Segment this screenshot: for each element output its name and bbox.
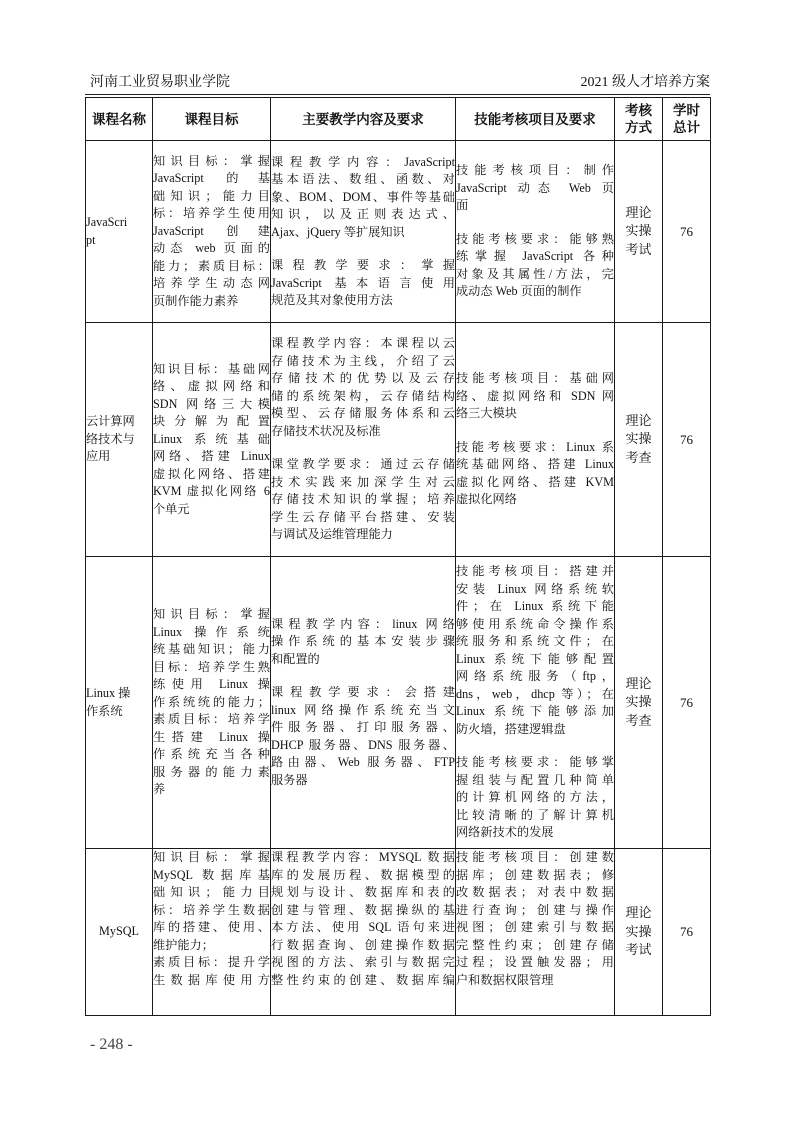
text-line: 知识，以及正则表达式、: [271, 207, 455, 221]
text-line: 课程教学要求：会搭建: [271, 685, 455, 700]
text-line: 本方法、使用 SQL 语句来进: [271, 920, 455, 934]
text-line: 存储技术状况及标准: [271, 423, 381, 438]
text-line: 技术实践来加深学生对云: [271, 474, 455, 489]
course-name-line: 作系统: [86, 703, 123, 718]
text-line: 素质目标：培养学: [153, 712, 270, 727]
header-rule: [85, 94, 710, 95]
text-line: JavaScript 动态 Web 页: [456, 180, 614, 195]
text-line: 户和数据权限管理: [456, 972, 554, 987]
text-line: 够使用系统命令操作系: [456, 616, 614, 631]
text-line: Linux 系统基础: [153, 431, 270, 446]
goal-cell: [153, 323, 271, 557]
text-line: 虚拟化网络: [456, 492, 517, 507]
course-name-cell: [86, 557, 153, 849]
text-line: 创建与管理、数据操纵的基: [271, 902, 455, 917]
text-line: 知识目标：掌握: [153, 850, 270, 864]
goal-cell: [153, 141, 271, 323]
assessment-method-line: 理论: [625, 905, 652, 921]
text-line: 标：培养学生数据: [153, 902, 270, 917]
text-line: 技能考核项目：制作: [456, 163, 614, 178]
header-course-goal: [153, 98, 271, 141]
total-hours-value: 76: [680, 924, 693, 940]
total-hours-cell: [663, 323, 711, 557]
text-line: 络三大模块: [456, 406, 517, 421]
text-line: 础知识；能力目: [153, 188, 270, 203]
text-line: 知识目标：基础网: [153, 361, 270, 376]
text-line: 课程教学内容：MYSQL 数据: [271, 850, 455, 864]
text-line: 础知识；能力目: [153, 885, 270, 899]
assessment-method-line: 实操: [625, 223, 652, 239]
assessment-method-line: 理论: [625, 675, 652, 691]
text-line: 作系统统的能力；: [153, 694, 270, 709]
text-line: 网络新技术的发展: [456, 825, 554, 840]
header-label: 技能考核项目及要求: [474, 111, 596, 127]
total-hours-value: 76: [680, 223, 693, 239]
text-line: 生搭建 Linux 操: [153, 729, 270, 744]
skill-cell: [456, 557, 615, 849]
total-hours-cell: [663, 849, 711, 1016]
text-line: 模型、云存储服务体系和云: [271, 406, 455, 421]
text-line: 养: [153, 782, 166, 797]
paragraph: [456, 754, 614, 842]
goal-cell: [153, 849, 271, 1016]
text-line: 课程教学内容：linux 网络: [271, 616, 455, 631]
text-line: Linux 操作系统: [153, 624, 270, 639]
header-label: 课程目标: [184, 111, 239, 127]
text-line: 完整性约束；创建存储: [456, 937, 614, 952]
content-cell: [271, 323, 456, 557]
document-title: 2021 级人才培养方案: [580, 75, 710, 90]
text-line: 面: [456, 198, 469, 213]
table-header-row: [86, 98, 711, 141]
institution-name: 河南工业贸易职业学院: [90, 75, 230, 90]
paragraph: [271, 684, 455, 789]
paragraph: [153, 954, 270, 989]
text-line: JavaScript 的基: [153, 171, 270, 186]
header-total-hours: [663, 98, 711, 141]
assessment-method-cell: [615, 323, 663, 557]
total-hours-value: 76: [680, 431, 693, 447]
assessment-method-line: 考查: [625, 712, 652, 728]
paragraph: [153, 361, 270, 519]
text-line: 储的系统架构，云存储结构: [271, 388, 455, 403]
course-name-cell: [86, 849, 153, 1016]
text-line: 规范及其对象使用方法: [271, 293, 393, 307]
text-line: DHCP 服务器、DNS 服务器、: [271, 737, 455, 752]
paragraph: [271, 849, 455, 989]
skill-cell: [456, 849, 615, 1016]
text-line: 练掌握 JavaScript 各种: [456, 249, 614, 264]
header-course-name: [86, 98, 153, 141]
curriculum-table: [85, 97, 711, 1016]
table-row: [86, 141, 711, 323]
text-line: 课程教学内容：本课程以云: [271, 336, 455, 351]
text-line: 动态 web 页面的: [153, 241, 270, 256]
paragraph: [271, 154, 455, 242]
text-line: 培养学生动态网: [153, 276, 270, 291]
text-line: 安装 Linux 网络系统软: [456, 581, 614, 596]
text-line: 对象及其属性/方法，完: [456, 266, 614, 281]
header-label: 总计: [673, 120, 700, 135]
text-line: 技能考核项目：基础网: [456, 371, 614, 386]
text-line: 生数据库使用方: [153, 972, 270, 987]
paragraph: [153, 849, 270, 954]
content-cell: [271, 557, 456, 849]
text-line: JavaScript 基本语言使用: [271, 275, 455, 290]
text-line: 进行查询；创建与操作: [456, 902, 614, 917]
text-line: 知识目标：掌握: [153, 153, 270, 168]
text-line: 课堂教学要求：通过云存储: [271, 457, 455, 472]
text-line: 标：培养学生使用: [153, 206, 270, 221]
text-line: 存储技术知识的掌握；培养: [271, 492, 455, 507]
header-label: 课程名称: [92, 111, 146, 127]
text-line: 个单元: [153, 501, 190, 516]
total-hours-cell: [663, 557, 711, 849]
text-line: 件；在 Linux 系统下能: [456, 599, 614, 614]
text-line: 行数据查询、创建操作数据: [271, 937, 455, 952]
text-line: 基本语法、数组、函数、对: [271, 172, 455, 186]
text-line: 规划与设计、数据库和表的: [271, 885, 455, 899]
table-row: [86, 323, 711, 557]
text-line: 比较清晰的了解计算机: [456, 807, 614, 822]
table-row: [86, 557, 711, 849]
text-line: 虚拟化网络、搭建 KVM: [456, 474, 614, 489]
text-line: 素质目标：提升学: [153, 955, 270, 969]
header-skill-assessment: [456, 98, 615, 141]
assessment-method-line: 实操: [625, 923, 652, 939]
paragraph: [153, 606, 270, 799]
content-cell: [271, 849, 456, 1016]
page-number: - 248 -: [90, 1036, 133, 1053]
text-line: 络、虚拟网络和 SDN 网: [456, 388, 614, 403]
header-label: 主要教学内容及要求: [302, 111, 424, 127]
text-line: Linux 系统下能够添加: [456, 704, 614, 719]
course-name-line: 云计算网: [86, 414, 135, 429]
text-line: SDN 网络三大模: [153, 396, 270, 411]
assessment-method-line: 理论: [625, 204, 652, 220]
header-teaching-content: [271, 98, 456, 141]
text-line: 课程教学要求：掌握: [271, 258, 455, 272]
text-line: 件服务器、打印服务器、: [271, 720, 455, 735]
course-name-line: pt: [86, 232, 96, 247]
text-line: 成动态 Web 页面的制作: [456, 284, 582, 299]
text-line: 与调试及运维管理能力: [271, 527, 393, 542]
text-line: 过程；设置触发器；用: [456, 955, 614, 969]
header-label: 学时: [673, 103, 700, 118]
text-line: 存储技术为主线，介绍了云: [271, 353, 455, 368]
skill-cell: [456, 323, 615, 557]
header-label: 方式: [625, 120, 652, 135]
text-line: 页制作能力素养: [153, 293, 239, 308]
text-line: KVM 虚拟化网络 6: [153, 484, 270, 499]
course-name-cell: [86, 323, 153, 557]
text-line: 象、BOM、DOM、事件等基础: [271, 189, 455, 204]
text-line: 和配置的: [271, 651, 320, 666]
goal-cell: [153, 557, 271, 849]
text-line: 握组装与配置几种简单: [456, 772, 614, 787]
text-line: 库的搭建、使用、: [153, 920, 270, 934]
paragraph: [271, 616, 455, 669]
text-line: dns，web，dhcp 等）；在: [456, 686, 614, 701]
header-label: 考核: [625, 103, 652, 118]
paragraph: [456, 162, 614, 215]
assessment-method-line: 实操: [625, 694, 652, 710]
assessment-method-line: 实操: [625, 431, 652, 447]
text-line: linux 网络操作系统充当文: [271, 702, 455, 717]
text-line: 服务器: [271, 772, 308, 787]
text-line: 技能考核要求：能够熟: [456, 231, 614, 246]
paragraph: [456, 849, 614, 989]
text-line: 防火墙，搭建逻辑盘: [456, 721, 566, 736]
text-line: 统基础知识；能力: [153, 642, 270, 657]
text-line: 作系统充当各种: [153, 747, 270, 762]
assessment-method-line: 理论: [625, 412, 652, 428]
paragraph: [271, 456, 455, 544]
text-line: 操作系统的基本安装步骤: [271, 634, 455, 649]
header-assessment-method: [615, 98, 663, 141]
text-line: 练使用 Linux 操: [153, 677, 270, 692]
text-line: 络、虚拟网络和: [153, 379, 270, 394]
text-line: 技能考核要求：Linux 系: [456, 439, 614, 454]
course-name-line: JavaScri: [86, 215, 128, 229]
text-line: 技能考核项目：搭建并: [456, 564, 614, 579]
paragraph: [153, 153, 270, 311]
text-line: 整性约束的创建、数据库编: [271, 972, 455, 987]
text-line: 视图；创建索引与数据: [456, 920, 614, 934]
text-line: 知识目标：掌握: [153, 607, 270, 622]
text-line: 课程教学内容：JavaScript: [271, 154, 455, 169]
assessment-method-line: 考试: [625, 942, 652, 958]
course-name-line: 应用: [86, 449, 111, 464]
course-name-cell: [86, 141, 153, 323]
text-line: JavaScript 创建: [153, 223, 270, 238]
text-line: 技能考核项目：创建数: [456, 850, 614, 864]
total-hours-cell: [663, 141, 711, 323]
paragraph: [456, 231, 614, 301]
text-line: 网络系统服务（ftp，: [456, 669, 614, 684]
paragraph: [271, 335, 455, 440]
text-line: 技能考核要求：能够掌: [456, 755, 614, 770]
paragraph: [456, 563, 614, 738]
text-line: 服务器的能力素: [153, 764, 270, 779]
course-name-line: Linux 操: [86, 686, 131, 700]
text-line: 统服务和系统文件；在: [456, 634, 614, 649]
assessment-method-cell: [615, 557, 663, 849]
text-line: 据库；创建数据表；修: [456, 867, 614, 882]
assessment-method-cell: [615, 141, 663, 323]
assessment-method-line: 考查: [625, 449, 652, 465]
paragraph: [456, 370, 614, 423]
text-line: 视图的方法、索引与数据完: [271, 955, 455, 969]
total-hours-value: 76: [680, 694, 693, 710]
text-line: 统基础网络、搭建 Linux: [456, 457, 614, 472]
course-name-line: 络技术与: [86, 431, 135, 446]
text-line: 目标：培养学生熟: [153, 659, 270, 674]
content-cell: [271, 141, 456, 323]
assessment-method-line: 考试: [625, 241, 652, 257]
text-line: 虚拟化网络、搭建: [153, 466, 270, 481]
text-line: 网络、搭建 Linux: [153, 449, 270, 464]
text-line: 改数据表；对表中数据: [456, 885, 614, 899]
text-line: 学生云存储平台搭建、安装: [271, 509, 455, 524]
course-name-line: MySQL: [99, 924, 139, 939]
text-line: 存储技术的优势以及云存: [271, 371, 455, 386]
table-row: [86, 849, 711, 1016]
text-line: 库的发展历程、数据模型的: [271, 867, 455, 882]
text-line: 的计算机网络的方法，: [456, 790, 614, 805]
table-body: [86, 141, 711, 1016]
paragraph: [456, 439, 614, 509]
text-line: 块分解为配置: [153, 414, 270, 429]
text-line: 维护能力；: [153, 937, 214, 952]
skill-cell: [456, 141, 615, 323]
paragraph: [271, 257, 455, 310]
text-line: MySQL 数据库基: [153, 867, 270, 882]
text-line: 路由器、Web 服务器、FTP: [271, 755, 455, 770]
assessment-method-cell: [615, 849, 663, 1016]
text-line: Linux 系统下能够配置: [456, 651, 614, 666]
text-line: Ajax、jQuery 等扩展知识: [271, 224, 405, 239]
text-line: 能力；素质目标：: [153, 258, 270, 273]
